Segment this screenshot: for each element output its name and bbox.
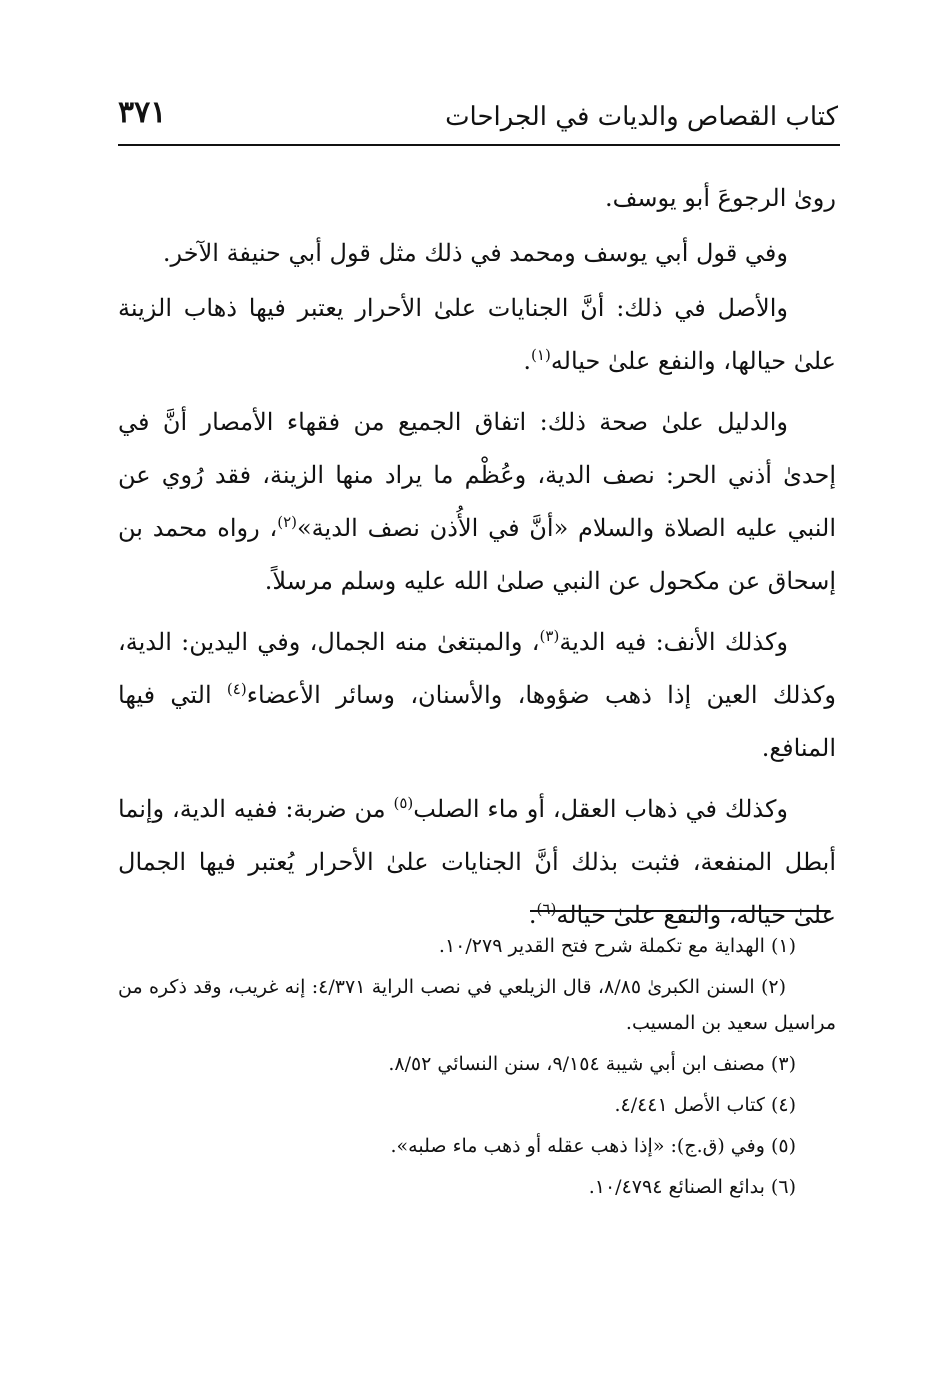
running-header [118, 92, 838, 142]
paragraph-2: وفي قول أبي يوسف ومحمد في ذلك مثل قول أبي حنيفة الآخر. [162, 239, 788, 267]
footnote-ref-4: (٤) [226, 680, 247, 698]
paragraph-3: والأصل في ذلك: أنَّ الجنايات علىٰ الأحرار يعتبر فيها ذهاب الزينة علىٰ حيالها، والنفع علىٰ حياله$^{(١)}$. [118, 294, 836, 375]
footnote-ref-5: (٥) [393, 794, 414, 812]
footnote-1: (١) الهداية مع تكملة شرح فتح القدير ١٠/٢٧٩. [438, 935, 796, 957]
footnote-ref-1: (١) [531, 346, 551, 364]
footnote-ref-3: (٣) [539, 627, 560, 645]
main-text [118, 172, 836, 944]
paragraph-4: والدليل علىٰ صحة ذلك: اتفاق الجميع من فقهاء الأمصار أنَّ في إحدىٰ أذني الحر: نصف الدية، وعُظْم ما يراد منها الزينة، فقد رُوي عن النبي عليه الصلاة والسلام «أنَّ في الأُذن نصف الدية»$^{(٢)}$، رواه محمد بن إسحاق عن مكحول عن النبي صلىٰ الله عليه وسلم مرسلاً. [118, 408, 836, 595]
footnote-ref-6: (٦) [536, 900, 557, 918]
running-title: كتاب القصاص والديات في الجراحات [445, 102, 838, 132]
footnote-ref-2: (٢) [277, 513, 297, 531]
paragraph-5: وكذلك الأنف: فيه الدية$^{(٣)}$، والمبتغىٰ منه الجمال، وفي اليدين: الدية، وكذلك العين إذا ذهب ضؤوها، والأسنان، وسائر الأعضاء$^{(٤)}$ التي فيها المنافع. [118, 627, 837, 762]
page-number: ٣٧١ [118, 95, 167, 130]
footnote-5: (٥) وفي (ق.ج): «إذا ذهب عقله أو ذهب ماء صلبه». [390, 1135, 796, 1157]
paragraph-1: رویٰ الرجوعَ أبو يوسف. [604, 184, 836, 212]
header-rule [118, 144, 840, 146]
footnote-4: (٤) كتاب الأصل ٤/٤٤١. [614, 1094, 796, 1116]
footnote-separator [530, 910, 830, 912]
footnote-2: (٢) السنن الكبرىٰ ٨/٨٥، قال الزيلعي في نصب الراية ٤/٣٧١: إنه غريب، وقد ذكره من مراسيل سعيد بن المسيب. [118, 976, 836, 1034]
footnote-3: (٣) مصنف ابن أبي شيبة ٩/١٥٤، سنن النسائي ٨/٥٢. [388, 1053, 796, 1075]
paragraph-6: وكذلك في ذهاب العقل، أو ماء الصلب$^{(٥)}$ من ضربة: ففيه الدية، وإنما أبطل المنفعة، فثبت بذلك أنَّ الجنايات علىٰ الأحرار يُعتبر فيها الجمال علىٰ حياله، والنفع علىٰ حياله$^{(٦)}$. [118, 794, 836, 929]
footnote-6: (٦) بدائع الصنائع ١٠/٤٧٩٤. [588, 1176, 796, 1198]
footnotes [118, 928, 836, 1210]
